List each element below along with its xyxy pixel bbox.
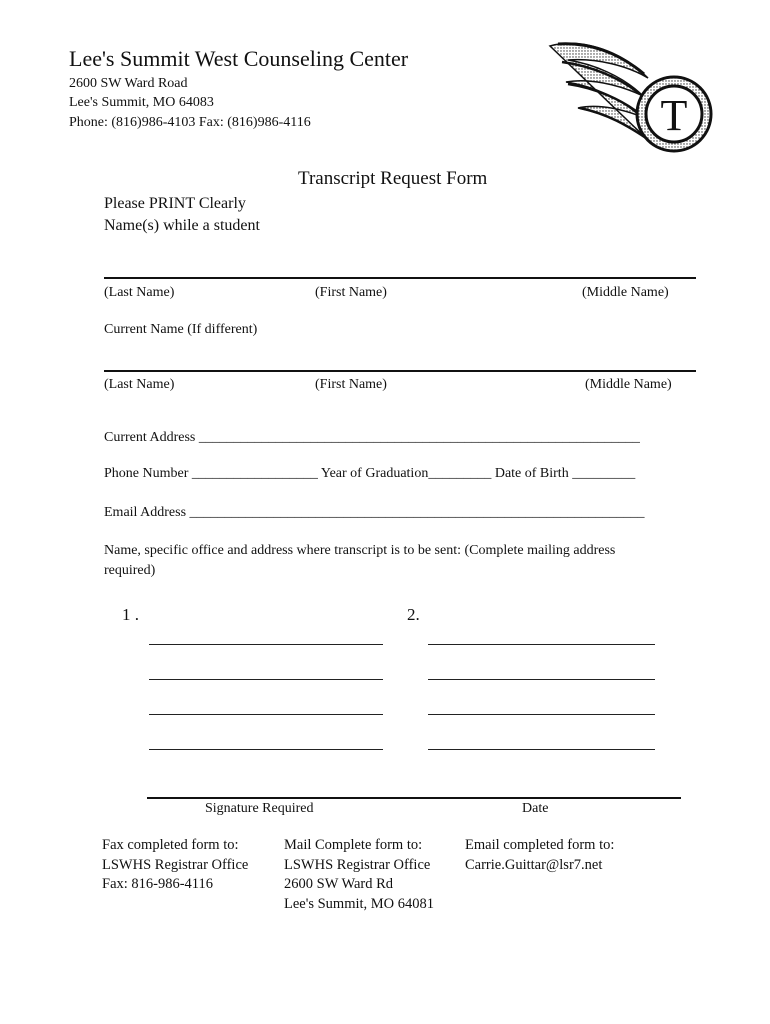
last-name-label-2: (Last Name): [104, 377, 175, 392]
year-graduation-label: Year of Graduation: [320, 466, 429, 481]
middle-name-label-2: (Middle Name): [585, 377, 672, 392]
recipient-1-line[interactable]: [149, 679, 383, 680]
phone-year-dob-row: [104, 466, 635, 482]
recipient-2-line[interactable]: [428, 644, 655, 645]
organization-name: Lee's Summit West Counseling Center: [69, 46, 409, 71]
logo-letter: T: [660, 91, 688, 140]
recipient-2-line[interactable]: [428, 679, 655, 680]
first-name-label-2: (First Name): [315, 377, 387, 392]
titans-logo-icon: [548, 38, 718, 168]
email-row: [104, 505, 645, 521]
last-name-label-1: (Last Name): [104, 285, 175, 300]
email-address-label: Email Address: [104, 505, 187, 520]
phone-number-field[interactable]: __________________: [191, 466, 318, 481]
date-of-birth-label: Date of Birth: [494, 466, 569, 481]
mail-contact-block: Mail Complete form to: LSWHS Registrar Office 2600 SW Ward Rd Lee's Summit, MO 64081: [284, 837, 435, 912]
names-while-student-label: Name(s) while a student: [104, 217, 260, 234]
current-name-label: Current Name (If different): [104, 322, 258, 337]
address-line-2: Lee's Summit, MO 64083: [69, 95, 214, 110]
current-address-field[interactable]: _______________________________________________________________: [198, 430, 640, 445]
date-of-birth-field[interactable]: _________: [572, 466, 636, 481]
recipient-1-line[interactable]: [149, 644, 383, 645]
current-address-row: [104, 430, 640, 446]
print-instruction: Please PRINT Clearly: [104, 195, 246, 212]
form-title: Transcript Request Form: [298, 168, 488, 189]
recipient-1-number: 1 .: [122, 605, 139, 624]
phone-number-label: Phone Number: [104, 466, 189, 481]
recipient-2-line[interactable]: [428, 714, 655, 715]
recipient-1-line[interactable]: [149, 749, 383, 750]
recipient-1-line[interactable]: [149, 714, 383, 715]
address-line-1: 2600 SW Ward Road: [69, 76, 188, 91]
middle-name-label-1: (Middle Name): [582, 285, 669, 300]
current-address-label: Current Address: [104, 430, 196, 445]
recipient-instruction-line-2: required): [104, 563, 156, 578]
first-name-label-1: (First Name): [315, 285, 387, 300]
year-graduation-field[interactable]: _________: [428, 466, 492, 481]
signature-label: Signature Required: [205, 801, 314, 816]
recipient-2-line[interactable]: [428, 749, 655, 750]
email-address-field[interactable]: _________________________________________________________________: [189, 505, 645, 520]
recipient-2-number: 2.: [407, 605, 420, 624]
name-line-2[interactable]: [104, 370, 696, 372]
signature-line[interactable]: [147, 797, 681, 799]
phone-fax-line: Phone: (816)986-4103 Fax: (816)986-4116: [69, 115, 311, 130]
email-contact-block: Email completed form to: Carrie.Guittar@lsr7.net: [465, 837, 615, 873]
recipient-instruction-line-1: Name, specific office and address where transcript is to be sent: (Complete mailing address: [104, 543, 616, 558]
fax-contact-block: Fax completed form to: LSWHS Registrar Office Fax: 816-986-4116: [102, 837, 249, 892]
date-label: Date: [522, 801, 549, 816]
name-line-1[interactable]: [104, 277, 696, 279]
